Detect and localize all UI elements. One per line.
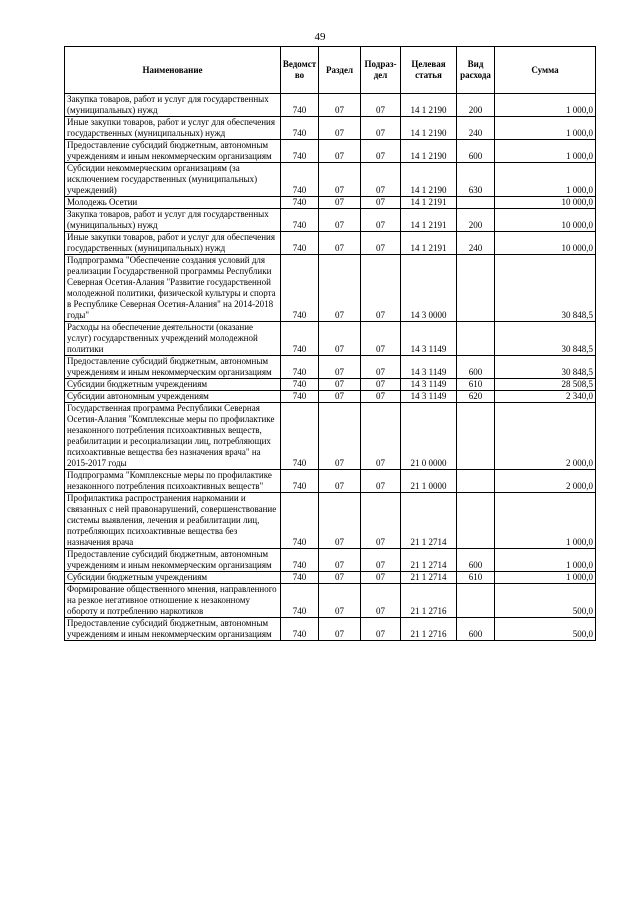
row-target-cell: 14 3 1149 bbox=[401, 322, 457, 356]
row-type-cell bbox=[457, 403, 495, 470]
row-target-cell: 14 1 2190 bbox=[401, 163, 457, 197]
row-name-cell: Иные закупки товаров, работ и услуг для обеспечения государственных (муниципальных) нужд bbox=[65, 232, 281, 255]
row-section-cell: 07 bbox=[319, 391, 361, 403]
table-row bbox=[65, 391, 596, 403]
row-section-cell: 07 bbox=[319, 117, 361, 140]
row-ministry-cell: 740 bbox=[281, 391, 319, 403]
table-row bbox=[65, 209, 596, 232]
row-type-cell: 600 bbox=[457, 140, 495, 163]
row-amount-cell: 500,0 bbox=[495, 618, 596, 641]
row-type-cell: 620 bbox=[457, 391, 495, 403]
row-section-cell: 07 bbox=[319, 403, 361, 470]
table-row bbox=[65, 255, 596, 322]
row-amount-cell: 10 000,0 bbox=[495, 232, 596, 255]
row-subsection-cell: 07 bbox=[361, 470, 401, 493]
row-section-cell: 07 bbox=[319, 493, 361, 549]
row-section-cell: 07 bbox=[319, 140, 361, 163]
row-amount-cell: 28 508,5 bbox=[495, 379, 596, 391]
row-ministry-cell: 740 bbox=[281, 117, 319, 140]
row-name-cell: Подпрограмма "Обеспечение создания условий для реализации Государственной программы Республики Северная Осетия-Алания "Развитие государственной молодежной политики, физической культуры и спорта в Республике Северная Осетия-Алания" на 2014-2018 годы" bbox=[65, 255, 281, 322]
row-name-cell: Профилактика распространения наркомании и связанных с ней правонарушений, совершенствование системы выявления, лечения и реабилитации лиц, потребляющих психоактивные вещества без назначения врача bbox=[65, 493, 281, 549]
row-ministry-cell: 740 bbox=[281, 618, 319, 641]
row-ministry-cell: 740 bbox=[281, 572, 319, 584]
row-ministry-cell: 740 bbox=[281, 403, 319, 470]
row-section-cell: 07 bbox=[319, 197, 361, 209]
row-amount-cell: 2 000,0 bbox=[495, 403, 596, 470]
row-ministry-cell: 740 bbox=[281, 209, 319, 232]
row-type-cell: 600 bbox=[457, 618, 495, 641]
row-amount-cell: 10 000,0 bbox=[495, 197, 596, 209]
row-name-cell: Субсидии некоммерческим организациям (за исключением государственных (муниципальных) учреждений) bbox=[65, 163, 281, 197]
row-amount-cell: 1 000,0 bbox=[495, 140, 596, 163]
row-target-cell: 14 1 2191 bbox=[401, 209, 457, 232]
row-ministry-cell: 740 bbox=[281, 94, 319, 117]
header-section: Раздел bbox=[319, 47, 361, 94]
row-amount-cell: 10 000,0 bbox=[495, 209, 596, 232]
row-amount-cell: 2 000,0 bbox=[495, 470, 596, 493]
row-name-cell: Предоставление субсидий бюджетным, автономным учреждениям и иным некоммерческим организациям bbox=[65, 549, 281, 572]
row-subsection-cell: 07 bbox=[361, 572, 401, 584]
row-type-cell bbox=[457, 493, 495, 549]
row-ministry-cell: 740 bbox=[281, 163, 319, 197]
row-type-cell: 600 bbox=[457, 356, 495, 379]
row-amount-cell: 1 000,0 bbox=[495, 163, 596, 197]
row-section-cell: 07 bbox=[319, 163, 361, 197]
row-ministry-cell: 740 bbox=[281, 584, 319, 618]
header-amount: Сумма bbox=[495, 47, 596, 94]
table-row bbox=[65, 140, 596, 163]
row-amount-cell: 30 848,5 bbox=[495, 255, 596, 322]
row-subsection-cell: 07 bbox=[361, 356, 401, 379]
row-name-cell: Субсидии бюджетным учреждениям bbox=[65, 572, 281, 584]
row-section-cell: 07 bbox=[319, 379, 361, 391]
row-target-cell: 14 1 2191 bbox=[401, 232, 457, 255]
row-target-cell: 21 1 2714 bbox=[401, 549, 457, 572]
table-row bbox=[65, 403, 596, 470]
page-number: 49 bbox=[314, 31, 326, 43]
row-target-cell: 14 3 0000 bbox=[401, 255, 457, 322]
row-subsection-cell: 07 bbox=[361, 94, 401, 117]
row-target-cell: 21 1 2716 bbox=[401, 618, 457, 641]
row-subsection-cell: 07 bbox=[361, 117, 401, 140]
row-ministry-cell: 740 bbox=[281, 549, 319, 572]
row-subsection-cell: 07 bbox=[361, 255, 401, 322]
row-type-cell: 630 bbox=[457, 163, 495, 197]
row-subsection-cell: 07 bbox=[361, 140, 401, 163]
row-section-cell: 07 bbox=[319, 322, 361, 356]
row-ministry-cell: 740 bbox=[281, 197, 319, 209]
row-target-cell: 14 3 1149 bbox=[401, 379, 457, 391]
row-ministry-cell: 740 bbox=[281, 255, 319, 322]
row-section-cell: 07 bbox=[319, 572, 361, 584]
row-amount-cell: 2 340,0 bbox=[495, 391, 596, 403]
row-type-cell: 200 bbox=[457, 209, 495, 232]
table-row bbox=[65, 379, 596, 391]
row-amount-cell: 1 000,0 bbox=[495, 117, 596, 140]
row-subsection-cell: 07 bbox=[361, 584, 401, 618]
row-type-cell: 610 bbox=[457, 572, 495, 584]
row-type-cell bbox=[457, 470, 495, 493]
table-row bbox=[65, 549, 596, 572]
row-target-cell: 14 3 1149 bbox=[401, 356, 457, 379]
row-subsection-cell: 07 bbox=[361, 391, 401, 403]
header-subsection: Подраз- дел bbox=[361, 47, 401, 94]
row-name-cell: Иные закупки товаров, работ и услуг для обеспечения государственных (муниципальных) нужд bbox=[65, 117, 281, 140]
row-amount-cell: 1 000,0 bbox=[495, 493, 596, 549]
row-subsection-cell: 07 bbox=[361, 403, 401, 470]
row-amount-cell: 1 000,0 bbox=[495, 572, 596, 584]
row-subsection-cell: 07 bbox=[361, 379, 401, 391]
row-name-cell: Закупка товаров, работ и услуг для государственных (муниципальных) нужд bbox=[65, 94, 281, 117]
row-name-cell: Подпрограмма "Комплексные меры по профилактике незаконного потребления психоактивных веществ" bbox=[65, 470, 281, 493]
row-section-cell: 07 bbox=[319, 356, 361, 379]
row-name-cell: Формирование общественного мнения, направленного на резкое негативное отношение к незаконному обороту и потреблению наркотиков bbox=[65, 584, 281, 618]
header-ministry: Ведомст во bbox=[281, 47, 319, 94]
row-amount-cell: 500,0 bbox=[495, 584, 596, 618]
row-subsection-cell: 07 bbox=[361, 493, 401, 549]
row-name-cell: Расходы на обеспечение деятельности (оказание услуг) государственных учреждений молодежной политики bbox=[65, 322, 281, 356]
row-type-cell bbox=[457, 584, 495, 618]
row-section-cell: 07 bbox=[319, 209, 361, 232]
row-ministry-cell: 740 bbox=[281, 493, 319, 549]
row-name-cell: Субсидии автономным учреждениям bbox=[65, 391, 281, 403]
row-type-cell: 240 bbox=[457, 117, 495, 140]
row-type-cell: 200 bbox=[457, 94, 495, 117]
row-amount-cell: 30 848,5 bbox=[495, 356, 596, 379]
row-section-cell: 07 bbox=[319, 470, 361, 493]
row-section-cell: 07 bbox=[319, 618, 361, 641]
row-name-cell: Предоставление субсидий бюджетным, автономным учреждениям и иным некоммерческим организациям bbox=[65, 356, 281, 379]
row-ministry-cell: 740 bbox=[281, 232, 319, 255]
table-row bbox=[65, 94, 596, 117]
row-type-cell bbox=[457, 197, 495, 209]
table-row bbox=[65, 470, 596, 493]
row-target-cell: 14 1 2190 bbox=[401, 117, 457, 140]
row-ministry-cell: 740 bbox=[281, 379, 319, 391]
row-target-cell: 21 0 0000 bbox=[401, 403, 457, 470]
table-row bbox=[65, 163, 596, 197]
budget-table bbox=[64, 46, 596, 641]
row-target-cell: 21 1 0000 bbox=[401, 470, 457, 493]
row-subsection-cell: 07 bbox=[361, 197, 401, 209]
row-ministry-cell: 740 bbox=[281, 470, 319, 493]
row-name-cell: Предоставление субсидий бюджетным, автономным учреждениям и иным некоммерческим организациям bbox=[65, 618, 281, 641]
table-row bbox=[65, 117, 596, 140]
row-section-cell: 07 bbox=[319, 584, 361, 618]
header-expense-type: Вид расхода bbox=[457, 47, 495, 94]
row-ministry-cell: 740 bbox=[281, 140, 319, 163]
row-target-cell: 14 1 2190 bbox=[401, 140, 457, 163]
table-row bbox=[65, 618, 596, 641]
header-name: Наименование bbox=[65, 47, 281, 94]
row-subsection-cell: 07 bbox=[361, 209, 401, 232]
row-subsection-cell: 07 bbox=[361, 232, 401, 255]
row-target-cell: 21 1 2714 bbox=[401, 493, 457, 549]
row-target-cell: 14 3 1149 bbox=[401, 391, 457, 403]
table-row bbox=[65, 356, 596, 379]
row-name-cell: Предоставление субсидий бюджетным, автономным учреждениям и иным некоммерческим организациям bbox=[65, 140, 281, 163]
header-target: Целевая статья bbox=[401, 47, 457, 94]
row-subsection-cell: 07 bbox=[361, 549, 401, 572]
row-type-cell bbox=[457, 322, 495, 356]
row-type-cell: 600 bbox=[457, 549, 495, 572]
row-amount-cell: 1 000,0 bbox=[495, 549, 596, 572]
row-target-cell: 14 1 2190 bbox=[401, 94, 457, 117]
row-section-cell: 07 bbox=[319, 255, 361, 322]
row-ministry-cell: 740 bbox=[281, 356, 319, 379]
table-row bbox=[65, 232, 596, 255]
table-row bbox=[65, 197, 596, 209]
row-type-cell: 610 bbox=[457, 379, 495, 391]
row-subsection-cell: 07 bbox=[361, 322, 401, 356]
table-row bbox=[65, 572, 596, 584]
row-target-cell: 21 1 2716 bbox=[401, 584, 457, 618]
row-amount-cell: 30 848,5 bbox=[495, 322, 596, 356]
row-type-cell bbox=[457, 255, 495, 322]
row-name-cell: Молодежь Осетии bbox=[65, 197, 281, 209]
row-target-cell: 21 1 2714 bbox=[401, 572, 457, 584]
table-row bbox=[65, 493, 596, 549]
row-section-cell: 07 bbox=[319, 94, 361, 117]
row-type-cell: 240 bbox=[457, 232, 495, 255]
row-section-cell: 07 bbox=[319, 232, 361, 255]
row-subsection-cell: 07 bbox=[361, 163, 401, 197]
row-name-cell: Государственная программа Республики Северная Осетия-Алания "Комплексные меры по профилактике незаконного потребления психоактивных веществ, реабилитации и ресоциализации лиц, потребляющих психоактивные вещества без назначения врача" на 2015-2017 годы bbox=[65, 403, 281, 470]
row-name-cell: Закупка товаров, работ и услуг для государственных (муниципальных) нужд bbox=[65, 209, 281, 232]
row-amount-cell: 1 000,0 bbox=[495, 94, 596, 117]
table-row bbox=[65, 322, 596, 356]
table-header-row bbox=[65, 47, 596, 94]
row-target-cell: 14 1 2191 bbox=[401, 197, 457, 209]
table-row bbox=[65, 584, 596, 618]
row-name-cell: Субсидии бюджетным учреждениям bbox=[65, 379, 281, 391]
row-ministry-cell: 740 bbox=[281, 322, 319, 356]
row-section-cell: 07 bbox=[319, 549, 361, 572]
row-subsection-cell: 07 bbox=[361, 618, 401, 641]
